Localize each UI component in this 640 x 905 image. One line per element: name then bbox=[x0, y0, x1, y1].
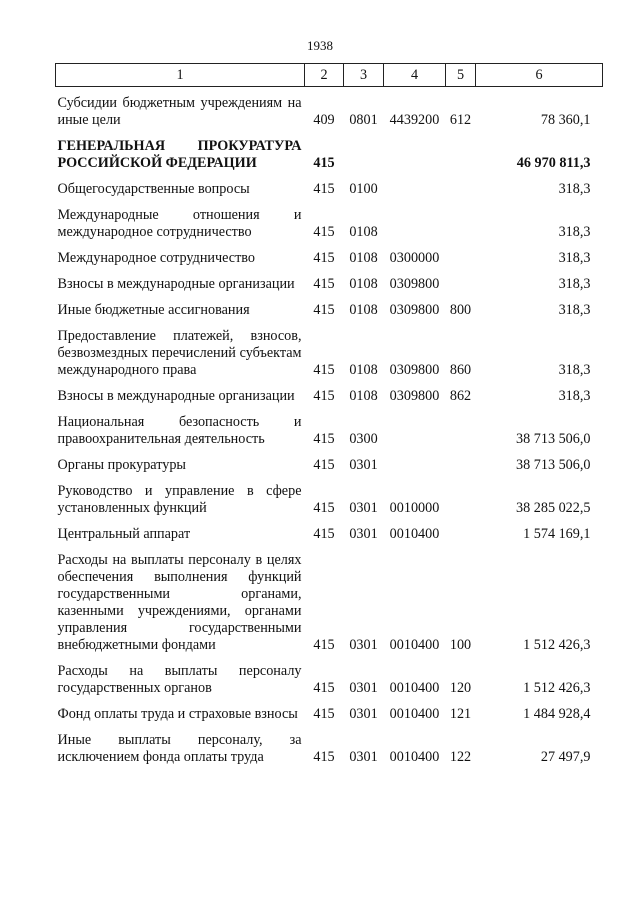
row-code-4: 0309800 bbox=[389, 388, 440, 404]
row-amount: 318,3 bbox=[558, 250, 591, 266]
row-amount: 318,3 bbox=[558, 276, 591, 292]
header-col-2: 2 bbox=[305, 64, 344, 87]
row-code-3: 0301 bbox=[349, 457, 378, 473]
table-header-row bbox=[56, 64, 603, 87]
row-name: ГЕНЕРАЛЬНАЯ ПРОКУРАТУРА РОССИЙСКОЙ ФЕДЕРАЦИИ bbox=[57, 138, 302, 171]
header-col-3: 3 bbox=[344, 64, 384, 87]
row-name: Фонд оплаты труда и страховые взносы bbox=[57, 706, 298, 722]
row-code-5: 800 bbox=[449, 302, 472, 318]
row-code-2: 415 bbox=[313, 181, 335, 197]
row-code-2: 415 bbox=[313, 224, 335, 240]
row-code-4: 0010400 bbox=[389, 749, 440, 765]
table-row bbox=[56, 172, 603, 198]
table-row bbox=[56, 474, 603, 517]
row-code-2: 409 bbox=[313, 112, 335, 128]
page-number: 1938 bbox=[307, 38, 333, 53]
row-code-3: 0108 bbox=[349, 388, 378, 404]
table-row bbox=[56, 405, 603, 448]
table-row bbox=[56, 293, 603, 319]
row-code-4: 0300000 bbox=[389, 250, 440, 266]
row-code-3: 0301 bbox=[349, 526, 378, 542]
row-code-3: 0301 bbox=[349, 680, 378, 696]
row-name: Органы прокуратуры bbox=[57, 457, 186, 473]
row-code-2: 415 bbox=[313, 250, 335, 266]
row-code-5: 121 bbox=[449, 706, 472, 722]
row-code-4: 0309800 bbox=[389, 362, 440, 378]
row-name: Руководство и управление в сфере установленных функций bbox=[57, 483, 302, 516]
row-code-5 bbox=[446, 241, 476, 267]
row-code-3: 0108 bbox=[349, 302, 378, 318]
row-code-2: 415 bbox=[313, 706, 335, 722]
row-code-2: 415 bbox=[313, 680, 335, 696]
row-code-5 bbox=[446, 129, 476, 172]
row-code-2: 415 bbox=[313, 302, 335, 318]
row-amount: 78 360,1 bbox=[540, 112, 591, 128]
row-amount: 38 713 506,0 bbox=[516, 457, 591, 473]
row-code-3: 0301 bbox=[349, 500, 378, 516]
row-code-3: 0108 bbox=[349, 362, 378, 378]
row-amount: 38 285 022,5 bbox=[516, 500, 591, 516]
header-col-4: 4 bbox=[384, 64, 446, 87]
header-col-5: 5 bbox=[446, 64, 476, 87]
row-code-4 bbox=[384, 405, 446, 448]
row-code-4 bbox=[384, 448, 446, 474]
row-code-3: 0801 bbox=[349, 112, 378, 128]
row-code-3: 0108 bbox=[349, 276, 378, 292]
row-amount: 27 497,9 bbox=[540, 749, 591, 765]
row-code-2: 415 bbox=[313, 500, 335, 516]
row-amount: 318,3 bbox=[558, 302, 591, 318]
row-code-5 bbox=[446, 448, 476, 474]
table-row bbox=[56, 241, 603, 267]
row-amount: 318,3 bbox=[558, 181, 591, 197]
row-code-2: 415 bbox=[313, 749, 335, 765]
row-name: Центральный аппарат bbox=[57, 526, 191, 542]
table-row bbox=[56, 448, 603, 474]
row-code-5 bbox=[446, 517, 476, 543]
row-code-3: 0301 bbox=[349, 637, 378, 653]
table-row bbox=[56, 198, 603, 241]
row-code-2: 415 bbox=[313, 526, 335, 542]
row-amount: 1 512 426,3 bbox=[523, 680, 591, 696]
table-row bbox=[56, 723, 603, 766]
row-code-3: 0108 bbox=[349, 250, 378, 266]
header-col-1: 1 bbox=[56, 64, 305, 87]
row-code-2: 415 bbox=[313, 637, 335, 653]
row-name: Иные бюджетные ассигнования bbox=[57, 302, 250, 318]
row-code-4: 0010000 bbox=[389, 500, 440, 516]
row-name: Иные выплаты персоналу, за исключением фонда оплаты труда bbox=[57, 732, 302, 765]
row-code-4: 0010400 bbox=[389, 637, 440, 653]
row-code-4: 0010400 bbox=[389, 706, 440, 722]
row-code-5: 612 bbox=[449, 112, 472, 128]
row-amount: 38 713 506,0 bbox=[516, 431, 591, 447]
row-code-2: 415 bbox=[313, 431, 335, 447]
row-code-2: 415 bbox=[313, 457, 335, 473]
row-code-5 bbox=[446, 172, 476, 198]
table-row bbox=[56, 654, 603, 697]
row-amount: 1 512 426,3 bbox=[523, 637, 591, 653]
row-code-3: 0300 bbox=[349, 431, 378, 447]
row-code-3 bbox=[344, 129, 384, 172]
row-code-3: 0100 bbox=[349, 181, 378, 197]
table-row bbox=[56, 379, 603, 405]
row-name: Субсидии бюджетным учреждениям на иные цели bbox=[57, 95, 302, 128]
row-code-5 bbox=[446, 474, 476, 517]
budget-table bbox=[55, 63, 603, 766]
table-row bbox=[56, 87, 603, 130]
row-code-4: 4439200 bbox=[389, 112, 440, 128]
row-code-3: 0301 bbox=[349, 706, 378, 722]
row-code-5: 120 bbox=[449, 680, 472, 696]
row-code-2: 415 bbox=[313, 155, 335, 171]
row-code-2: 415 bbox=[313, 362, 335, 378]
row-code-4: 0309800 bbox=[389, 276, 440, 292]
row-name: Взносы в международные организации bbox=[57, 388, 295, 404]
row-code-5: 860 bbox=[449, 362, 472, 378]
row-name: Общегосударственные вопросы bbox=[57, 181, 250, 197]
row-code-5 bbox=[446, 267, 476, 293]
row-code-3: 0301 bbox=[349, 749, 378, 765]
row-code-5: 862 bbox=[449, 388, 472, 404]
row-code-5 bbox=[446, 405, 476, 448]
row-name: Международное сотрудничество bbox=[57, 250, 255, 266]
row-name: Взносы в международные организации bbox=[57, 276, 295, 292]
row-name: Расходы на выплаты персоналу в целях обеспечения выполнения функций государственными органами, казенными учреждениями, органами управления государственными внебюджетными фондами bbox=[57, 552, 302, 653]
row-code-4 bbox=[384, 198, 446, 241]
row-code-4: 0010400 bbox=[389, 680, 440, 696]
row-amount: 1 574 169,1 bbox=[523, 526, 591, 542]
row-code-4: 0010400 bbox=[389, 526, 440, 542]
row-code-5: 100 bbox=[449, 637, 472, 653]
table-row bbox=[56, 129, 603, 172]
row-name: Предоставление платежей, взносов, безвозмездных перечислений субъектам международного права bbox=[57, 328, 302, 378]
row-code-4 bbox=[384, 172, 446, 198]
header-col-6: 6 bbox=[476, 64, 603, 87]
row-code-5: 122 bbox=[449, 749, 472, 765]
row-name: Международные отношения и международное сотрудничество bbox=[57, 207, 302, 240]
row-amount: 318,3 bbox=[558, 224, 591, 240]
row-code-4 bbox=[384, 129, 446, 172]
row-amount: 46 970 811,3 bbox=[516, 155, 591, 171]
row-name: Расходы на выплаты персоналу государственных органов bbox=[57, 663, 302, 696]
row-code-2: 415 bbox=[313, 388, 335, 404]
row-code-4: 0309800 bbox=[389, 302, 440, 318]
table-row bbox=[56, 319, 603, 379]
row-amount: 1 484 928,4 bbox=[523, 706, 591, 722]
table-row bbox=[56, 517, 603, 543]
row-code-3: 0108 bbox=[349, 224, 378, 240]
row-code-2: 415 bbox=[313, 276, 335, 292]
row-amount: 318,3 bbox=[558, 388, 591, 404]
row-name: Национальная безопасность и правоохранительная деятельность bbox=[57, 414, 302, 447]
row-amount: 318,3 bbox=[558, 362, 591, 378]
table-row bbox=[56, 267, 603, 293]
row-code-5 bbox=[446, 198, 476, 241]
table-row bbox=[56, 543, 603, 654]
table-row bbox=[56, 697, 603, 723]
